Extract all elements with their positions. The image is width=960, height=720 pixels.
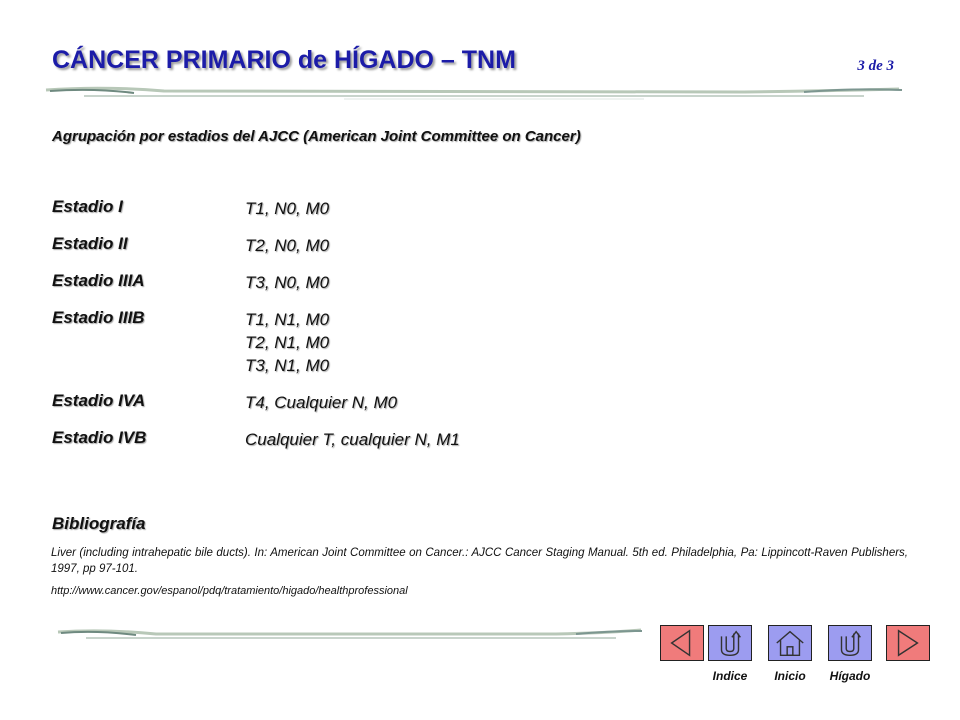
bibliography-heading: Bibliografía xyxy=(52,514,146,533)
stage-value: T3, N1, M0 xyxy=(245,356,330,375)
header-divider xyxy=(44,82,906,104)
stage-list xyxy=(52,197,460,465)
stage-row-ii xyxy=(52,234,460,257)
indice-label[interactable]: Indice xyxy=(712,669,748,683)
stage-row-iiia xyxy=(52,271,460,294)
stage-value: T3, N0, M0 xyxy=(245,273,330,292)
prev-button[interactable] xyxy=(660,625,704,661)
stage-name: Estadio II xyxy=(52,234,128,253)
stage-value: T1, N0, M0 xyxy=(245,199,330,218)
bibliography-reference: Liver (including intrahepatic bile ducts). In: American Joint Committee on Cancer.: AJCC Cancer Staging Manual. 5th ed. Philadelphia, Pa: Lippincott-Raven Publishers, 1997, pp 97-101. xyxy=(51,547,908,575)
stage-value: Cualquier T, cualquier N, M1 xyxy=(245,430,460,449)
stage-row-iva xyxy=(52,391,460,414)
stage-name: Estadio IVB xyxy=(52,428,147,447)
indice-button[interactable] xyxy=(708,625,752,661)
higado-button[interactable] xyxy=(828,625,872,661)
stage-row-iiib xyxy=(52,308,460,377)
triangle-right-icon xyxy=(887,626,929,660)
page-counter: 3 de 3 xyxy=(857,58,894,74)
return-arrow-icon xyxy=(709,626,751,660)
stage-value: T2, N0, M0 xyxy=(245,236,330,255)
home-icon xyxy=(769,626,811,660)
stage-name: Estadio I xyxy=(52,197,123,216)
stage-name: Estadio IIIA xyxy=(52,271,145,290)
stage-value: T4, Cualquier N, M0 xyxy=(245,393,398,412)
stage-row-ivb xyxy=(52,428,460,451)
stage-name: Estadio IVA xyxy=(52,391,146,410)
next-button[interactable] xyxy=(886,625,930,661)
higado-label[interactable]: Hígado xyxy=(829,669,871,683)
page-title: CÁNCER PRIMARIO de HÍGADO – TNM xyxy=(52,46,516,74)
stage-name: Estadio IIIB xyxy=(52,308,145,327)
stage-value: T1, N1, M0 xyxy=(245,310,330,329)
stage-value: T2, N1, M0 xyxy=(245,333,330,352)
inicio-button[interactable] xyxy=(768,625,812,661)
bibliography-link[interactable]: http://www.cancer.gov/espanol/pdq/tratamiento/higado/healthprofessional xyxy=(51,585,408,597)
triangle-left-icon xyxy=(661,626,703,660)
return-arrow-icon xyxy=(829,626,871,660)
stage-row-i xyxy=(52,197,460,220)
staging-subtitle: Agrupación por estadios del AJCC (American Joint Committee on Cancer) xyxy=(52,128,581,145)
footer-divider xyxy=(56,624,646,646)
inicio-label[interactable]: Inicio xyxy=(774,669,806,683)
